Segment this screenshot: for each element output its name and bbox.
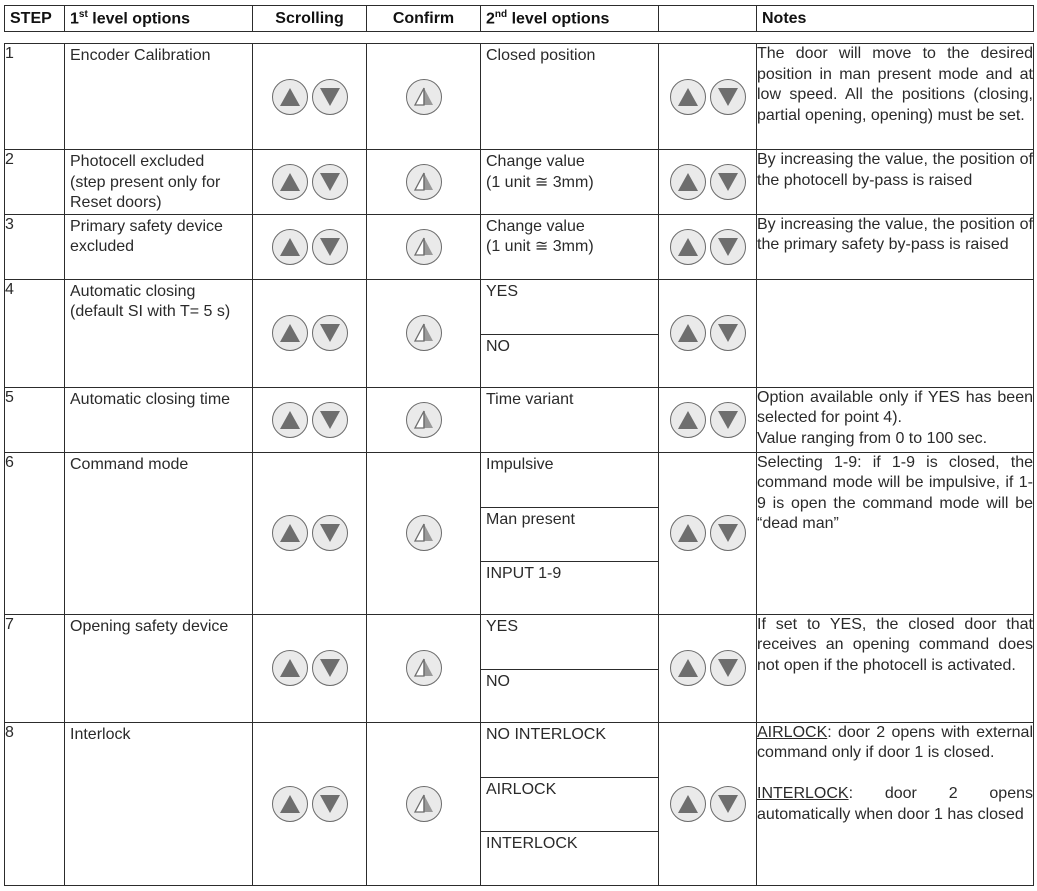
- down-arrow-button-icon[interactable]: [710, 650, 746, 686]
- header-notes: Notes: [757, 6, 1034, 32]
- table-row: [5, 44, 1034, 150]
- confirm-cell: [367, 387, 481, 452]
- confirm-button-icon[interactable]: [406, 650, 442, 686]
- header-confirm: Confirm: [367, 6, 481, 32]
- second-level-option: [481, 452, 659, 614]
- table-row: [5, 150, 1034, 215]
- notes-cell: By increasing the value, the position of the primary safety by-pass is raised: [757, 214, 1034, 279]
- down-arrow-button-icon[interactable]: [312, 786, 348, 822]
- second-level-line: Change value: [486, 153, 585, 170]
- first-level-option: [65, 150, 253, 215]
- second-level-option: [481, 387, 659, 452]
- down-arrow-button-icon[interactable]: [312, 79, 348, 115]
- scrolling-cell: [253, 150, 367, 215]
- down-arrow-button-icon[interactable]: [710, 786, 746, 822]
- scrolling-cell: [253, 722, 367, 885]
- down-arrow-button-icon[interactable]: [312, 229, 348, 265]
- scrolling-cell: [253, 44, 367, 150]
- confirm-button-icon[interactable]: [406, 229, 442, 265]
- step-number: 7: [5, 614, 65, 722]
- scrolling-cell: [253, 452, 367, 614]
- interlock-note: [757, 784, 1033, 825]
- table-row: [5, 452, 1034, 614]
- step-number: 8: [5, 722, 65, 885]
- first-level-line: Primary safety device: [70, 217, 223, 235]
- first-level-text: [65, 615, 252, 638]
- first-level-option: [65, 614, 253, 722]
- second-level-line: Closed position: [486, 47, 596, 64]
- up-arrow-button-icon[interactable]: [272, 79, 308, 115]
- second-level-choices: [481, 280, 658, 387]
- second-level-choice: YES: [486, 282, 519, 300]
- confirm-button-icon[interactable]: [406, 515, 442, 551]
- scrolling-buttons: [272, 650, 348, 686]
- up-arrow-button-icon[interactable]: [670, 229, 706, 265]
- second-scrolling-cell: [659, 214, 757, 279]
- second-level-line: (1 unit ≅ 3mm): [486, 173, 594, 191]
- second-scrolling-buttons: [670, 515, 746, 551]
- second-scrolling-buttons: [670, 786, 746, 822]
- up-arrow-button-icon[interactable]: [670, 79, 706, 115]
- up-arrow-button-icon[interactable]: [272, 786, 308, 822]
- second-level-choice: YES: [486, 617, 519, 635]
- second-level-choice: Impulsive: [486, 455, 554, 473]
- scrolling-buttons: [272, 786, 348, 822]
- down-arrow-button-icon[interactable]: [710, 79, 746, 115]
- first-level-line: (step present only for: [70, 173, 221, 191]
- down-arrow-button-icon[interactable]: [312, 164, 348, 200]
- header-second-level: 2nd level options: [481, 6, 659, 32]
- first-level-line: excluded: [70, 238, 135, 255]
- up-arrow-button-icon[interactable]: [670, 402, 706, 438]
- first-level-text: [65, 723, 252, 746]
- scrolling-cell: [253, 387, 367, 452]
- header-step: STEP: [5, 6, 65, 32]
- confirm-cell: [367, 214, 481, 279]
- second-level-choices: [481, 453, 658, 614]
- up-arrow-button-icon[interactable]: [670, 650, 706, 686]
- second-level-choice: Man present: [481, 507, 658, 561]
- interlock-term: INTERLOCK: [757, 785, 849, 802]
- scrolling-cell: [253, 214, 367, 279]
- second-scrolling-cell: [659, 387, 757, 452]
- first-level-option: [65, 387, 253, 452]
- second-scrolling-cell: [659, 722, 757, 885]
- confirm-button-icon[interactable]: [406, 786, 442, 822]
- second-scrolling-cell: [659, 452, 757, 614]
- second-level-text: [481, 150, 658, 193]
- first-level-line: Command mode: [70, 455, 189, 473]
- first-level-option: [65, 44, 253, 150]
- down-arrow-button-icon[interactable]: [312, 315, 348, 351]
- first-level-option: [65, 214, 253, 279]
- first-level-text: [65, 388, 252, 411]
- airlock-text: : door 2 opens with external command only if door 1 is closed.: [757, 723, 1033, 761]
- step-number: 1: [5, 44, 65, 150]
- confirm-button-icon[interactable]: [406, 164, 442, 200]
- second-scrolling-cell: [659, 150, 757, 215]
- down-arrow-button-icon[interactable]: [710, 402, 746, 438]
- second-level-choice: INPUT 1-9: [481, 561, 658, 614]
- second-level-choice: INTERLOCK: [481, 831, 658, 885]
- confirm-cell: [367, 279, 481, 387]
- up-arrow-button-icon[interactable]: [670, 515, 706, 551]
- second-level-choice: NO: [481, 334, 658, 387]
- confirm-button-icon[interactable]: [406, 315, 442, 351]
- up-arrow-button-icon[interactable]: [272, 315, 308, 351]
- scrolling-buttons: [272, 515, 348, 551]
- header-scrolling: Scrolling: [253, 6, 367, 32]
- second-scrolling-cell: [659, 614, 757, 722]
- confirm-cell: [367, 44, 481, 150]
- confirm-cell: [367, 614, 481, 722]
- first-level-line: Interlock: [70, 725, 131, 743]
- notes-cell: Selecting 1-9: if 1-9 is closed, the command mode will be impulsive, if 1-9 is open the command mode will be “dead man”: [757, 452, 1034, 614]
- step-number: 6: [5, 452, 65, 614]
- table-row: [5, 214, 1034, 279]
- down-arrow-button-icon[interactable]: [312, 650, 348, 686]
- table-row: [5, 614, 1034, 722]
- down-arrow-button-icon[interactable]: [710, 229, 746, 265]
- down-arrow-button-icon[interactable]: [710, 164, 746, 200]
- notes-cell: By increasing the value, the position of the photocell by-pass is raised: [757, 150, 1034, 215]
- notes-cell: [757, 279, 1034, 387]
- table-row: [5, 279, 1034, 387]
- up-arrow-button-icon[interactable]: [272, 402, 308, 438]
- first-level-text: [65, 453, 252, 476]
- up-arrow-button-icon[interactable]: [670, 164, 706, 200]
- scrolling-buttons: [272, 229, 348, 265]
- up-arrow-button-icon[interactable]: [272, 650, 308, 686]
- second-level-option: [481, 279, 659, 387]
- second-scrolling-buttons: [670, 650, 746, 686]
- first-level-line: Reset doors): [70, 194, 162, 211]
- first-level-text: [65, 150, 252, 214]
- second-level-line: Change value: [486, 217, 585, 235]
- first-level-text: [65, 215, 252, 258]
- second-level-option: [481, 44, 659, 150]
- first-level-line: Photocell excluded: [70, 153, 205, 170]
- second-level-option: [481, 614, 659, 722]
- second-level-choices: [481, 615, 658, 722]
- down-arrow-button-icon[interactable]: [312, 515, 348, 551]
- table-row: [5, 722, 1034, 885]
- notes-cell: If set to YES, the closed door that receives an opening command does not open if the photocell is activated.: [757, 614, 1034, 722]
- second-scrolling-buttons: [670, 164, 746, 200]
- step-number: 3: [5, 214, 65, 279]
- scrolling-buttons: [272, 315, 348, 351]
- first-level-line: Encoder Calibration: [70, 47, 211, 64]
- scrolling-buttons: [272, 402, 348, 438]
- second-level-choice: NO INTERLOCK: [486, 725, 607, 743]
- header-first-level: 1st level options: [65, 6, 253, 32]
- second-scrolling-cell: [659, 279, 757, 387]
- first-level-line: Automatic closing: [70, 282, 196, 300]
- up-arrow-button-icon[interactable]: [272, 229, 308, 265]
- second-scrolling-buttons: [670, 402, 746, 438]
- second-scrolling-buttons: [670, 315, 746, 351]
- scrolling-buttons: [272, 164, 348, 200]
- up-arrow-button-icon[interactable]: [670, 315, 706, 351]
- second-level-line: (1 unit ≅ 3mm): [486, 238, 594, 255]
- options-table: [4, 43, 1034, 886]
- notes-cell: [757, 722, 1034, 885]
- first-level-text: [65, 280, 252, 323]
- confirm-cell: [367, 452, 481, 614]
- up-arrow-button-icon[interactable]: [670, 786, 706, 822]
- header-blank: [659, 6, 757, 32]
- first-level-option: [65, 452, 253, 614]
- second-level-choices: [481, 723, 658, 885]
- confirm-button-icon[interactable]: [406, 402, 442, 438]
- first-level-option: [65, 722, 253, 885]
- second-level-choice: NO: [481, 669, 658, 722]
- down-arrow-button-icon[interactable]: [710, 515, 746, 551]
- notes-cell: The door will move to the desired position in man present mode and at low speed. All the positions (closing, partial opening, opening) must be set.: [757, 44, 1034, 150]
- second-level-option: [481, 150, 659, 215]
- second-level-text: [481, 388, 658, 411]
- confirm-cell: [367, 150, 481, 215]
- second-level-text: [481, 44, 658, 67]
- up-arrow-button-icon[interactable]: [272, 164, 308, 200]
- down-arrow-button-icon[interactable]: [312, 402, 348, 438]
- first-level-line: Automatic closing time: [70, 390, 231, 408]
- step-number: 2: [5, 150, 65, 215]
- step-number: 5: [5, 387, 65, 452]
- first-level-text: [65, 44, 252, 67]
- confirm-cell: [367, 722, 481, 885]
- second-level-choice: AIRLOCK: [481, 777, 658, 831]
- up-arrow-button-icon[interactable]: [272, 515, 308, 551]
- notes-cell: [757, 387, 1034, 452]
- scrolling-buttons: [272, 79, 348, 115]
- airlock-note: [757, 723, 1033, 764]
- scrolling-cell: [253, 279, 367, 387]
- first-level-line: Opening safety device: [70, 617, 229, 635]
- notes-line: Value ranging from 0 to 100 sec.: [757, 429, 988, 447]
- second-scrolling-buttons: [670, 79, 746, 115]
- scrolling-cell: [253, 614, 367, 722]
- step-number: 4: [5, 279, 65, 387]
- second-level-text: [481, 215, 658, 258]
- down-arrow-button-icon[interactable]: [710, 315, 746, 351]
- notes-line: Option available only if YES has been selected for point 4).: [757, 388, 1033, 426]
- first-level-line: (default SI with T= 5 s): [70, 303, 231, 320]
- second-level-line: Time variant: [486, 390, 574, 408]
- airlock-term: AIRLOCK: [757, 723, 828, 741]
- confirm-button-icon[interactable]: [406, 79, 442, 115]
- table-header: [4, 5, 1034, 32]
- first-level-option: [65, 279, 253, 387]
- interlock-text: : door 2 opens automatically when door 1 has closed: [757, 785, 1033, 823]
- second-level-option: [481, 214, 659, 279]
- table-row: [5, 387, 1034, 452]
- second-scrolling-cell: [659, 44, 757, 150]
- second-level-option: [481, 722, 659, 885]
- second-scrolling-buttons: [670, 229, 746, 265]
